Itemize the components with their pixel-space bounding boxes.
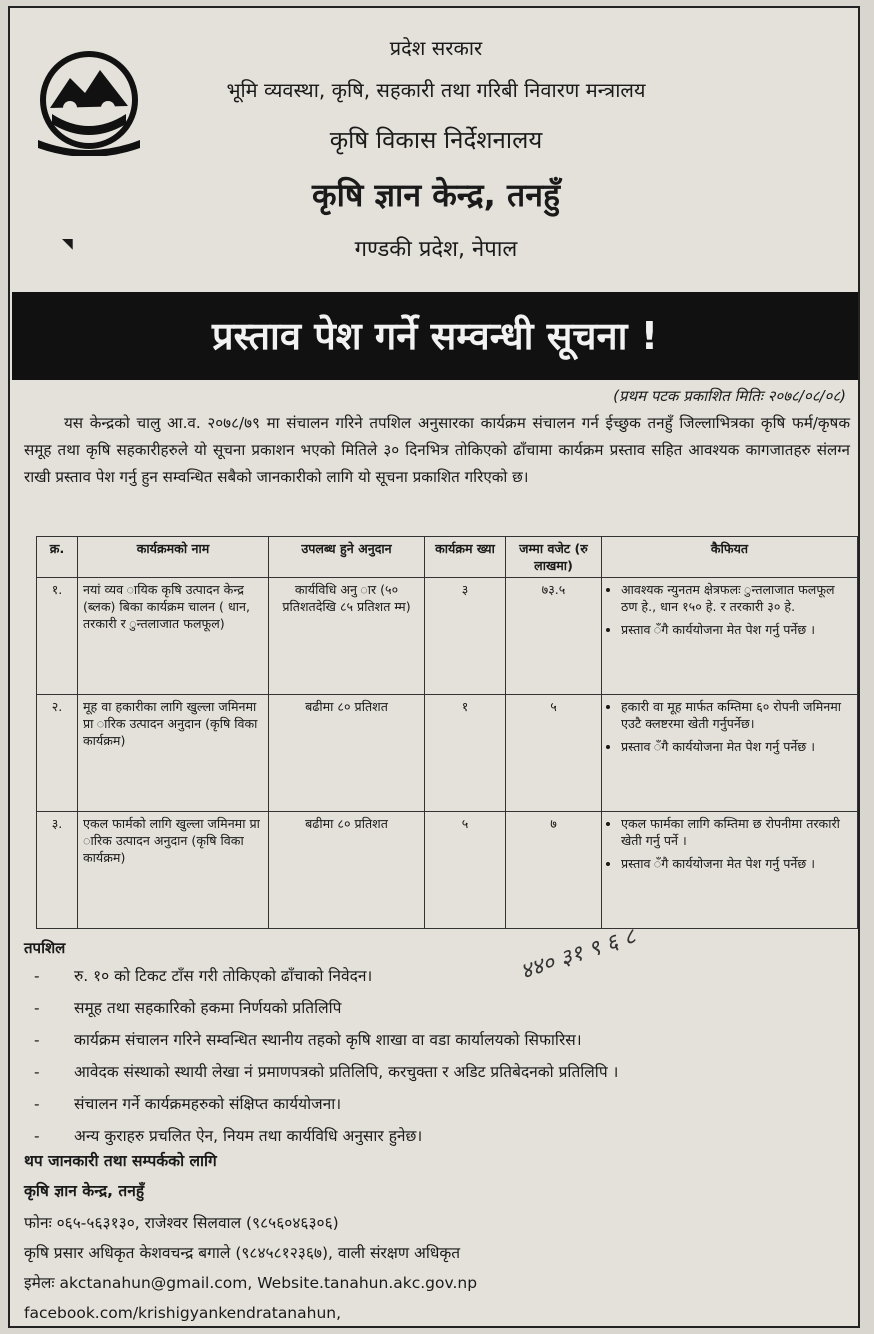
table-row <box>37 695 858 812</box>
col-budget: जम्मा वजेट (रु लाखमा) <box>506 537 602 578</box>
published-date: (प्रथम पटक प्रकाशित मितिः २०७८/०८/०८) <box>613 387 846 405</box>
row-name: नयां व्यव ायिक कृषि उत्पादन केन्द्र (ब्लक) बिका कार्यक्रम चालन ( धान, तरकारी र ुन्तलाजात फलफूल) <box>78 578 269 695</box>
row-grant: बढीमा ८० प्रतिशत <box>269 695 425 812</box>
row-sn: १. <box>37 578 78 695</box>
col-name: कार्यक्रमको नाम <box>78 537 269 578</box>
table-header-row <box>37 537 858 578</box>
row-budget: ५ <box>506 695 602 812</box>
col-remarks: कैफियत <box>602 537 858 578</box>
row-grant: बढीमा ८० प्रतिशत <box>269 812 425 929</box>
header-province: गण्डकी प्रदेश, नेपाल <box>354 237 518 262</box>
mark-icon: ◥ <box>62 236 73 252</box>
header-ministry: भूमि व्यवस्था, कृषि, सहकारी तथा गरिबी निवारण मन्त्रालय <box>226 78 646 102</box>
list-item: - आवेदक संस्थाको स्थायी लेखा नं प्रमाणपत्रको प्रतिलिपि, करचुक्ता र अडिट प्रतिबेदनको प्रतिलिपि । <box>34 1063 619 1081</box>
document-text: आवेदक संस्थाको स्थायी लेखा नं प्रमाणपत्रको प्रतिलिपि, करचुक्ता र अडिट प्रतिबेदनको प्रतिलिपि । <box>74 1063 619 1081</box>
row-sn: २. <box>37 695 78 812</box>
notice-title-banner: प्रस्ताव पेश गर्ने सम्वन्धी सूचना ! <box>12 292 858 380</box>
col-grant: उपलब्ध हुने अनुदान <box>269 537 425 578</box>
contact-phone: फोनः ०६५-५६३१३०, राजेश्वर सिलवाल (९८५६०४६३०६) <box>24 1214 339 1232</box>
row-sn: ३. <box>37 812 78 929</box>
contact-office: कृषि ज्ञान केन्द्र, तनहुँ <box>24 1182 145 1200</box>
row-name: मूह वा हकारीका लागि खुल्ला जमिनमा प्रा ारिक उत्पादन अनुदान (कृषि विका कार्यक्रम) <box>78 695 269 812</box>
handwritten-note: ४४० ३१ ९ ६ ८ <box>517 924 639 985</box>
required-documents-list <box>34 960 854 1152</box>
row-remarks <box>602 812 858 929</box>
document-text: कार्यक्रम संचालन गरिने सम्वन्धित स्थानीय तहको कृषि शाखा वा वडा कार्यालयको सिफारिस। <box>74 1031 582 1049</box>
header-office: कृषि ज्ञान केन्द्र, तनहुँ <box>312 176 560 214</box>
header-line-1: प्रदेश सरकार <box>389 36 483 60</box>
list-item: - समूह तथा सहकारिको हकमा निर्णयको प्रतिलिपि <box>34 999 342 1017</box>
remark-item: • एकल फार्मका लागि कम्तिमा छ रोपनीमा तरकारी खेती गर्नु पर्ने । <box>621 815 852 849</box>
document-text: अन्य कुराहरु प्रचलित ऐन, नियम तथा कार्यविधि अनुसार हुनेछ। <box>74 1127 423 1145</box>
notice-paragraph: यस केन्द्रको चालु आ.व. २०७८/७९ मा संचालन गरिने तपशिल अनुसारका कार्यक्रम संचालन गर्न ईच्छुक तनहुँ जिल्लाभित्रका कृषि फर्म/कृषक समूह तथा कृषि सहकारीहरुले यो सूचना प्रकाशन भएको मितिले ३० दिनभित्र तोकिएको ढाँचामा कार्यक्रम प्रस्ताव सहित आवश्यक कागजातहरु संलग्न राखी प्रस्ताव पेश गर्नु हुन सम्वन्धित सबैको जानकारीको लागि यो सूचना प्रकाशित गरिएको छ। <box>24 414 850 486</box>
contact-facebook[interactable]: facebook.com/krishigyankendratanahun, <box>24 1304 342 1322</box>
document-text: संचालन गर्ने कार्यक्रमहरुको संक्षिप्त कार्ययोजना। <box>74 1095 342 1113</box>
col-count: कार्यक्रम ख्या <box>425 537 506 578</box>
document-text: रु. १० को टिकट टाँस गरी तोकिएको ढाँचाको निवेदन। <box>74 967 373 985</box>
document-text: समूह तथा सहकारिको हकमा निर्णयको प्रतिलिपि <box>74 999 342 1017</box>
row-count: ३ <box>425 578 506 695</box>
list-item: - रु. १० को टिकट टाँस गरी तोकिएको ढाँचाको निवेदन। <box>34 967 373 985</box>
row-remarks <box>602 578 858 695</box>
row-count: १ <box>425 695 506 812</box>
contact-officer: कृषि प्रसार अधिकृत केशवचन्द्र बगाले (९८४५८१२३६७), वाली संरक्षण अधिकृत <box>24 1244 461 1262</box>
remark-item: • प्रस्ताव ँगै कार्ययोजना मेत पेश गर्नु पर्नेछ । <box>621 855 852 872</box>
row-remarks <box>602 695 858 812</box>
row-grant: कार्यविधि अनु ार (५० प्रतिशतदेखि ८५ प्रतिशत म्म) <box>269 578 425 695</box>
table-row <box>37 812 858 929</box>
col-sn: क्र. <box>37 537 78 578</box>
row-count: ५ <box>425 812 506 929</box>
program-table <box>36 536 858 929</box>
row-budget: ७ <box>506 812 602 929</box>
list-item: - कार्यक्रम संचालन गरिने सम्वन्धित स्थानीय तहको कृषि शाखा वा वडा कार्यालयको सिफारिस। <box>34 1031 582 1049</box>
table-row <box>37 578 858 695</box>
row-budget: ७३.५ <box>506 578 602 695</box>
list-item: - संचालन गर्ने कार्यक्रमहरुको संक्षिप्त कार्ययोजना। <box>34 1095 342 1113</box>
contact-email[interactable]: इमेलः akctanahun@gmail.com, Website.tanahun.akc.gov.np <box>24 1274 478 1292</box>
remark-item: • प्रस्ताव ँगै कार्ययोजना मेत पेश गर्नु पर्नेछ । <box>621 738 852 755</box>
notice-page <box>8 6 860 1328</box>
remark-item: • आवश्यक न्युनतम क्षेत्रफलः ुन्तलाजात फलफूल ठण हे., धान १५० हे. र तरकारी ३० हे. <box>621 581 852 615</box>
contact-heading: थप जानकारी तथा सम्पर्कको लागि <box>24 1152 217 1170</box>
details-label: तपशिल <box>24 939 66 957</box>
remark-item: • हकारी वा मूह मार्फत कम्तिमा ६० रोपनी जमिनमा एउटै क्लष्टरमा खेती गर्नुपर्नेछ। <box>621 698 852 732</box>
header-directorate: कृषि विकास निर्देशनालय <box>329 126 543 154</box>
list-item: - अन्य कुराहरु प्रचलित ऐन, नियम तथा कार्यविधि अनुसार हुनेछ। <box>34 1127 423 1145</box>
row-name: एकल फार्मको लागि खुल्ला जमिनमा प्रा ारिक उत्पादन अनुदान (कृषि विका कार्यक्रम) <box>78 812 269 929</box>
remark-item: • प्रस्ताव ँगै कार्ययोजना मेत पेश गर्नु पर्नेछ । <box>621 621 852 638</box>
